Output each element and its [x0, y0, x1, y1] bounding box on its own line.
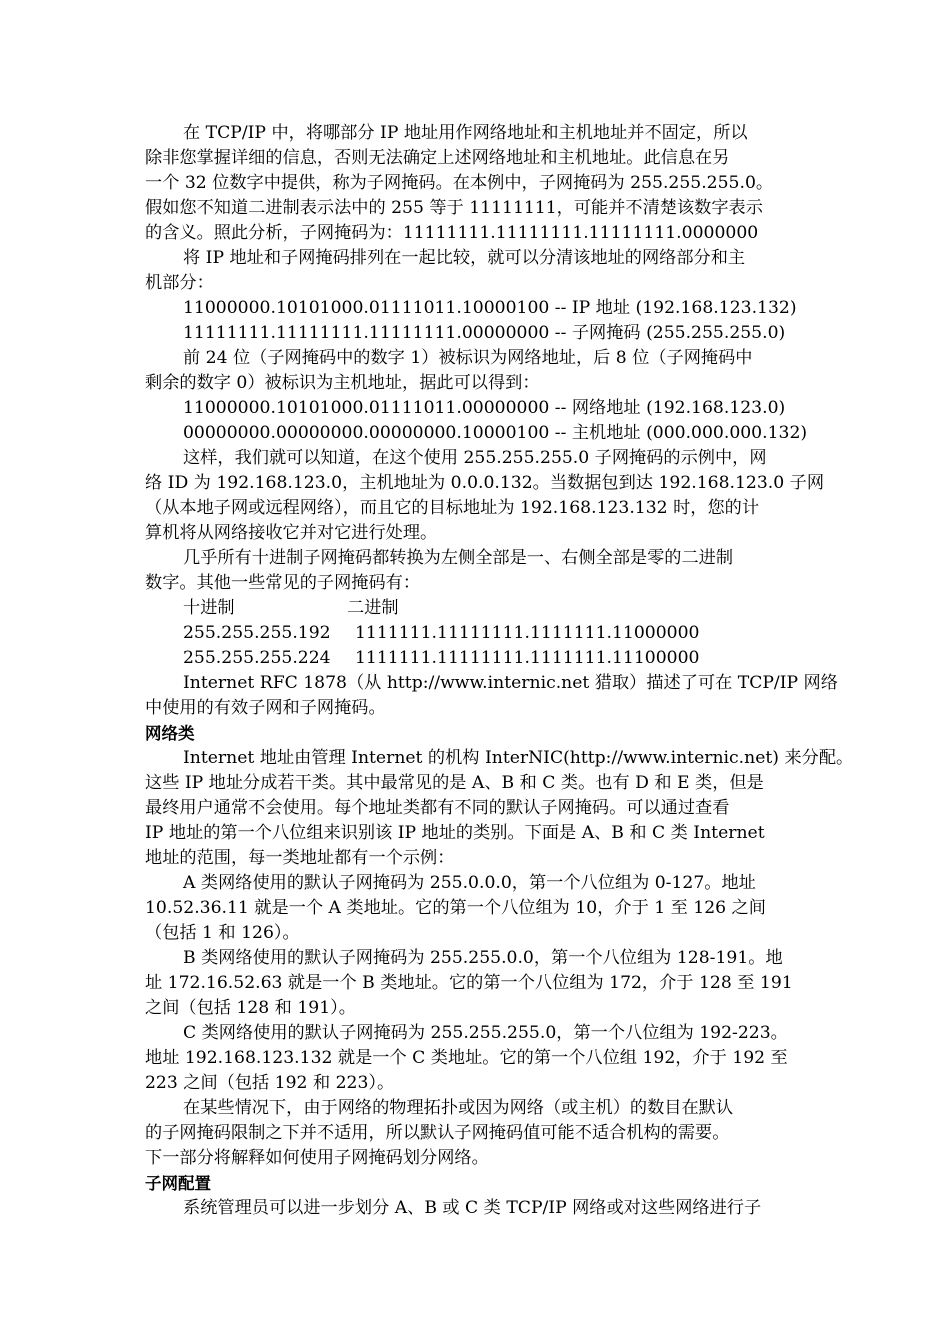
mask-table-header — [145, 596, 810, 621]
paragraph-line: 的子网掩码限制之下并不适用，所以默认子网掩码值可能不适合机构的需要。 — [145, 1123, 730, 1143]
paragraph-line: 系统管理员可以进一步划分 A、B 或 C 类 TCP/IP 网络或对这些网络进行子 — [183, 1198, 762, 1218]
paragraph-line: （包括 1 和 126）。 — [145, 923, 300, 943]
paragraph-line: A 类网络使用的默认子网掩码为 255.0.0.0，第一个八位组为 0-127。地址 — [183, 873, 756, 893]
paragraph-line: 这样，我们就可以知道，在这个使用 255.255.255.0 子网掩码的示例中，网 — [183, 448, 767, 468]
table-cell-decimal: 255.255.255.224 — [183, 648, 331, 668]
paragraph-line: 223 之间（包括 192 和 223）。 — [145, 1073, 395, 1093]
document-body — [145, 121, 854, 1221]
paragraph-line: 最终用户通常不会使用。每个地址类都有不同的默认子网掩码。可以通过查看 — [145, 798, 730, 818]
paragraph-line: 机部分： — [145, 273, 214, 293]
paragraph-line: 前 24 位（子网掩码中的数字 1）被标识为网络地址，后 8 位（子网掩码中 — [183, 348, 753, 368]
paragraph-line: 假如您不知道二进制表示法中的 255 等于 11111111，可能并不清楚该数字表示 — [145, 198, 763, 218]
paragraph-line: B 类网络使用的默认子网掩码为 255.255.0.0，第一个八位组为 128-191。地 — [183, 948, 783, 968]
table-header-binary: 二进制 — [347, 598, 399, 618]
paragraph-line: 除非您掌握详细的信息，否则无法确定上述网络地址和主机地址。此信息在另 — [145, 148, 730, 168]
paragraph-line: Internet RFC 1878（从 http://www.internic.net 猎取）描述了可在 TCP/IP 网络 — [183, 673, 838, 693]
paragraph-line: 几乎所有十进制子网掩码都转换为左侧全部是一、右侧全部是零的二进制 — [183, 548, 734, 568]
paragraph-line: 将 IP 地址和子网掩码排列在一起比较，就可以分清该地址的网络部分和主 — [183, 248, 746, 268]
paragraph-line: 址 172.16.52.63 就是一个 B 类地址。它的第一个八位组为 172，介于 128 至 191 — [145, 973, 793, 993]
paragraph-line: 中使用的有效子网和子网掩码。 — [145, 698, 386, 718]
binary-example-line: 00000000.00000000.00000000.10000100 -- 主机地址 (000.000.000.132) — [183, 423, 808, 443]
paragraph-line: 的含义。照此分析，子网掩码为：11111111.11111111.11111111.0000000 — [145, 223, 759, 243]
binary-example-line: 11000000.10101000.01111011.00000000 -- 网络地址 (192.168.123.0) — [183, 398, 786, 418]
table-cell-decimal: 255.255.255.192 — [183, 623, 331, 643]
paragraph-line: 在 TCP/IP 中，将哪部分 IP 地址用作网络地址和主机地址并不固定，所以 — [183, 123, 748, 143]
paragraph-line: 之间（包括 128 和 191）。 — [145, 998, 356, 1018]
table-row — [145, 621, 810, 646]
paragraph-line: 一个 32 位数字中提供，称为子网掩码。在本例中，子网掩码为 255.255.255.0。 — [145, 173, 774, 193]
paragraph-line: 10.52.36.11 就是一个 A 类地址。它的第一个八位组为 10，介于 1 至 126 之间 — [145, 898, 766, 918]
paragraph-line: Internet 地址由管理 Internet 的机构 InterNIC(http://www.internic.net) 来分配。 — [183, 748, 854, 768]
paragraph-line: 这些 IP 地址分成若干类。其中最常见的是 A、B 和 C 类。也有 D 和 E 类，但是 — [145, 773, 764, 793]
section-heading: 子网配置 — [145, 1174, 211, 1193]
table-header-decimal: 十进制 — [183, 598, 235, 618]
binary-example-line: 11111111.11111111.11111111.00000000 -- 子网掩码 (255.255.255.0) — [183, 323, 786, 343]
table-row — [145, 646, 810, 671]
paragraph-line: 数字。其他一些常见的子网掩码有： — [145, 573, 421, 593]
binary-example-line: 11000000.10101000.01111011.10000100 -- IP 地址 (192.168.123.132) — [183, 298, 797, 318]
paragraph-line: 络 ID 为 192.168.123.0，主机地址为 0.0.0.132。当数据包到达 192.168.123.0 子网 — [145, 473, 825, 493]
table-cell-binary: 1111111.11111111.1111111.11000000 — [355, 623, 700, 643]
paragraph-line: 下一部分将解释如何使用子网掩码划分网络。 — [145, 1148, 489, 1168]
paragraph-line: 在某些情况下，由于网络的物理拓扑或因为网络（或主机）的数目在默认 — [183, 1098, 734, 1118]
paragraph-line: 算机将从网络接收它并对它进行处理。 — [145, 523, 438, 543]
paragraph-line: IP 地址的第一个八位组来识别该 IP 地址的类别。下面是 A、B 和 C 类 Internet — [145, 823, 765, 843]
table-cell-binary: 1111111.11111111.1111111.11100000 — [355, 648, 700, 668]
paragraph-line: 剩余的数字 0）被标识为主机地址，据此可以得到： — [145, 373, 540, 393]
paragraph-line: （从本地子网或远程网络），而且它的目标地址为 192.168.123.132 时，您的计 — [145, 498, 760, 518]
section-heading: 网络类 — [145, 724, 195, 743]
paragraph-line: 地址的范围，每一类地址都有一个示例： — [145, 848, 455, 868]
paragraph-line: 地址 192.168.123.132 就是一个 C 类地址。它的第一个八位组 192，介于 192 至 — [145, 1048, 788, 1068]
paragraph-line: C 类网络使用的默认子网掩码为 255.255.255.0，第一个八位组为 192-223。 — [183, 1023, 788, 1043]
